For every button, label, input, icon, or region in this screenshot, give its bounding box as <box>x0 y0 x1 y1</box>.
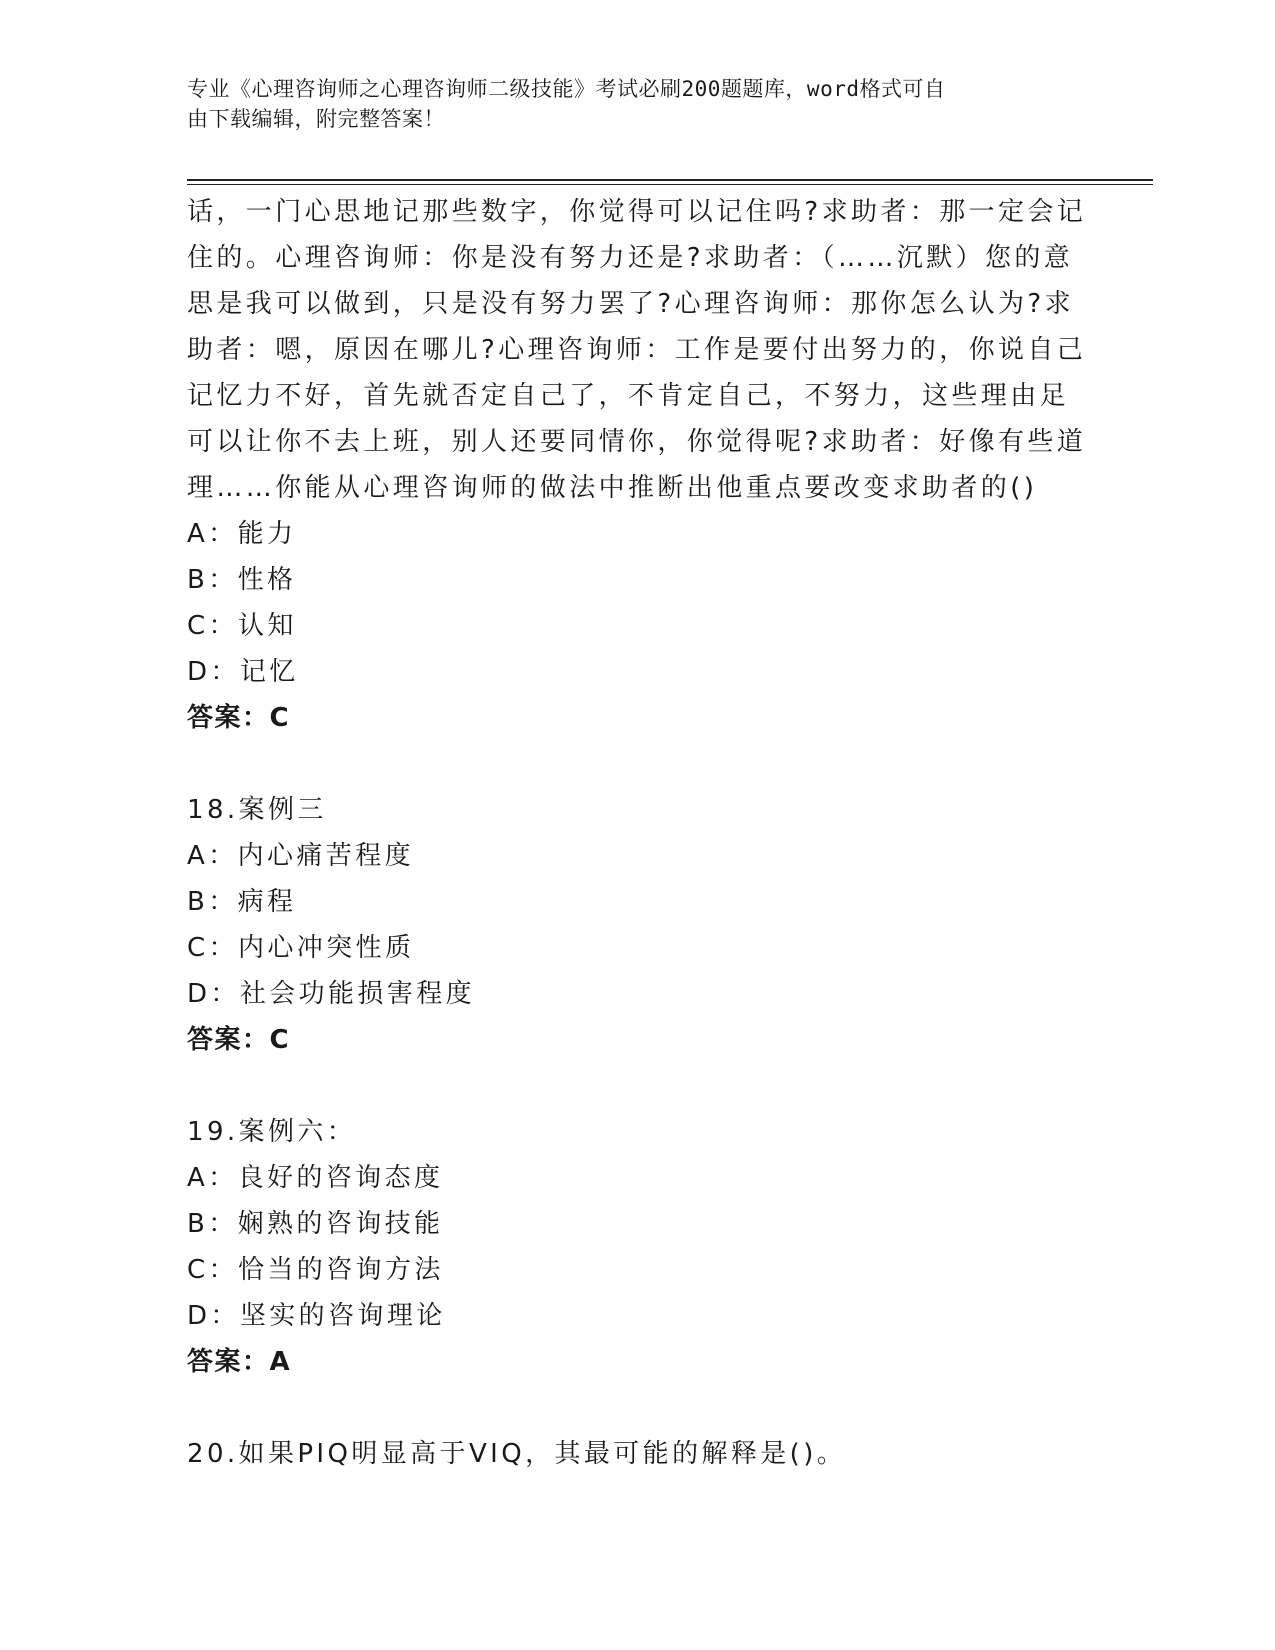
question-18-option-a: A：内心痛苦程度 <box>187 841 414 871</box>
header-title-line-2: 由下载编辑，附完整答案！ <box>187 107 445 131</box>
spacer <box>187 741 1087 787</box>
question-19 <box>187 1109 1087 1385</box>
question-18-option-b: B：病程 <box>187 887 297 917</box>
question-17-text-line: 助者：嗯，原因在哪儿?心理咨询师：工作是要付出努力的，你说自己 <box>187 335 1087 365</box>
question-19-option-b: B：娴熟的咨询技能 <box>187 1209 444 1239</box>
question-17-option-a: A：能力 <box>187 519 297 549</box>
question-20-title: 20.如果PIQ明显高于VIQ，其最可能的解释是()。 <box>187 1439 847 1469</box>
header-title-line-1: 专业《心理咨询师之心理咨询师二级技能》考试必刷200题题库，word格式可自 <box>187 77 946 101</box>
question-19-answer: 答案：A <box>187 1347 292 1377</box>
question-17-option-c: C：认知 <box>187 611 297 641</box>
question-18-answer: 答案：C <box>187 1025 291 1055</box>
document-header <box>187 74 1067 134</box>
header-divider-thick <box>187 179 1153 181</box>
question-18-option-d: D：社会功能损害程度 <box>187 979 476 1009</box>
question-17-answer: 答案：C <box>187 703 291 733</box>
question-19-title: 19.案例六： <box>187 1117 357 1147</box>
document-body <box>187 189 1087 1477</box>
question-17-text-line: 思是我可以做到，只是没有努力罢了?心理咨询师：那你怎么认为?求 <box>187 289 1075 319</box>
question-17-text-line: 可以让你不去上班，别人还要同情你，你觉得呢?求助者：好像有些道 <box>187 427 1087 457</box>
header-divider-thin <box>187 184 1153 185</box>
question-19-option-a: A：良好的咨询态度 <box>187 1163 444 1193</box>
question-17 <box>187 189 1087 741</box>
question-20 <box>187 1431 1087 1477</box>
question-18-option-c: C：内心冲突性质 <box>187 933 415 963</box>
spacer <box>187 1063 1087 1109</box>
spacer <box>187 1385 1087 1431</box>
question-17-text-line: 理……你能从心理咨询师的做法中推断出他重点要改变求助者的() <box>187 473 1038 503</box>
question-17-text-line: 话，一门心思地记那些数字，你觉得可以记住吗?求助者：那一定会记 <box>187 197 1087 227</box>
question-17-option-b: B：性格 <box>187 565 297 595</box>
question-18 <box>187 787 1087 1063</box>
question-17-text-line: 记忆力不好，首先就否定自己了，不肯定自己，不努力，这些理由足 <box>187 381 1070 411</box>
question-18-title: 18.案例三 <box>187 795 327 825</box>
question-19-option-d: D：坚实的咨询理论 <box>187 1301 446 1331</box>
question-17-text-line: 住的。心理咨询师：你是没有努力还是?求助者：（……沉默）您的意 <box>187 243 1074 273</box>
question-19-option-c: C：恰当的咨询方法 <box>187 1255 444 1285</box>
question-17-option-d: D：记忆 <box>187 657 299 687</box>
